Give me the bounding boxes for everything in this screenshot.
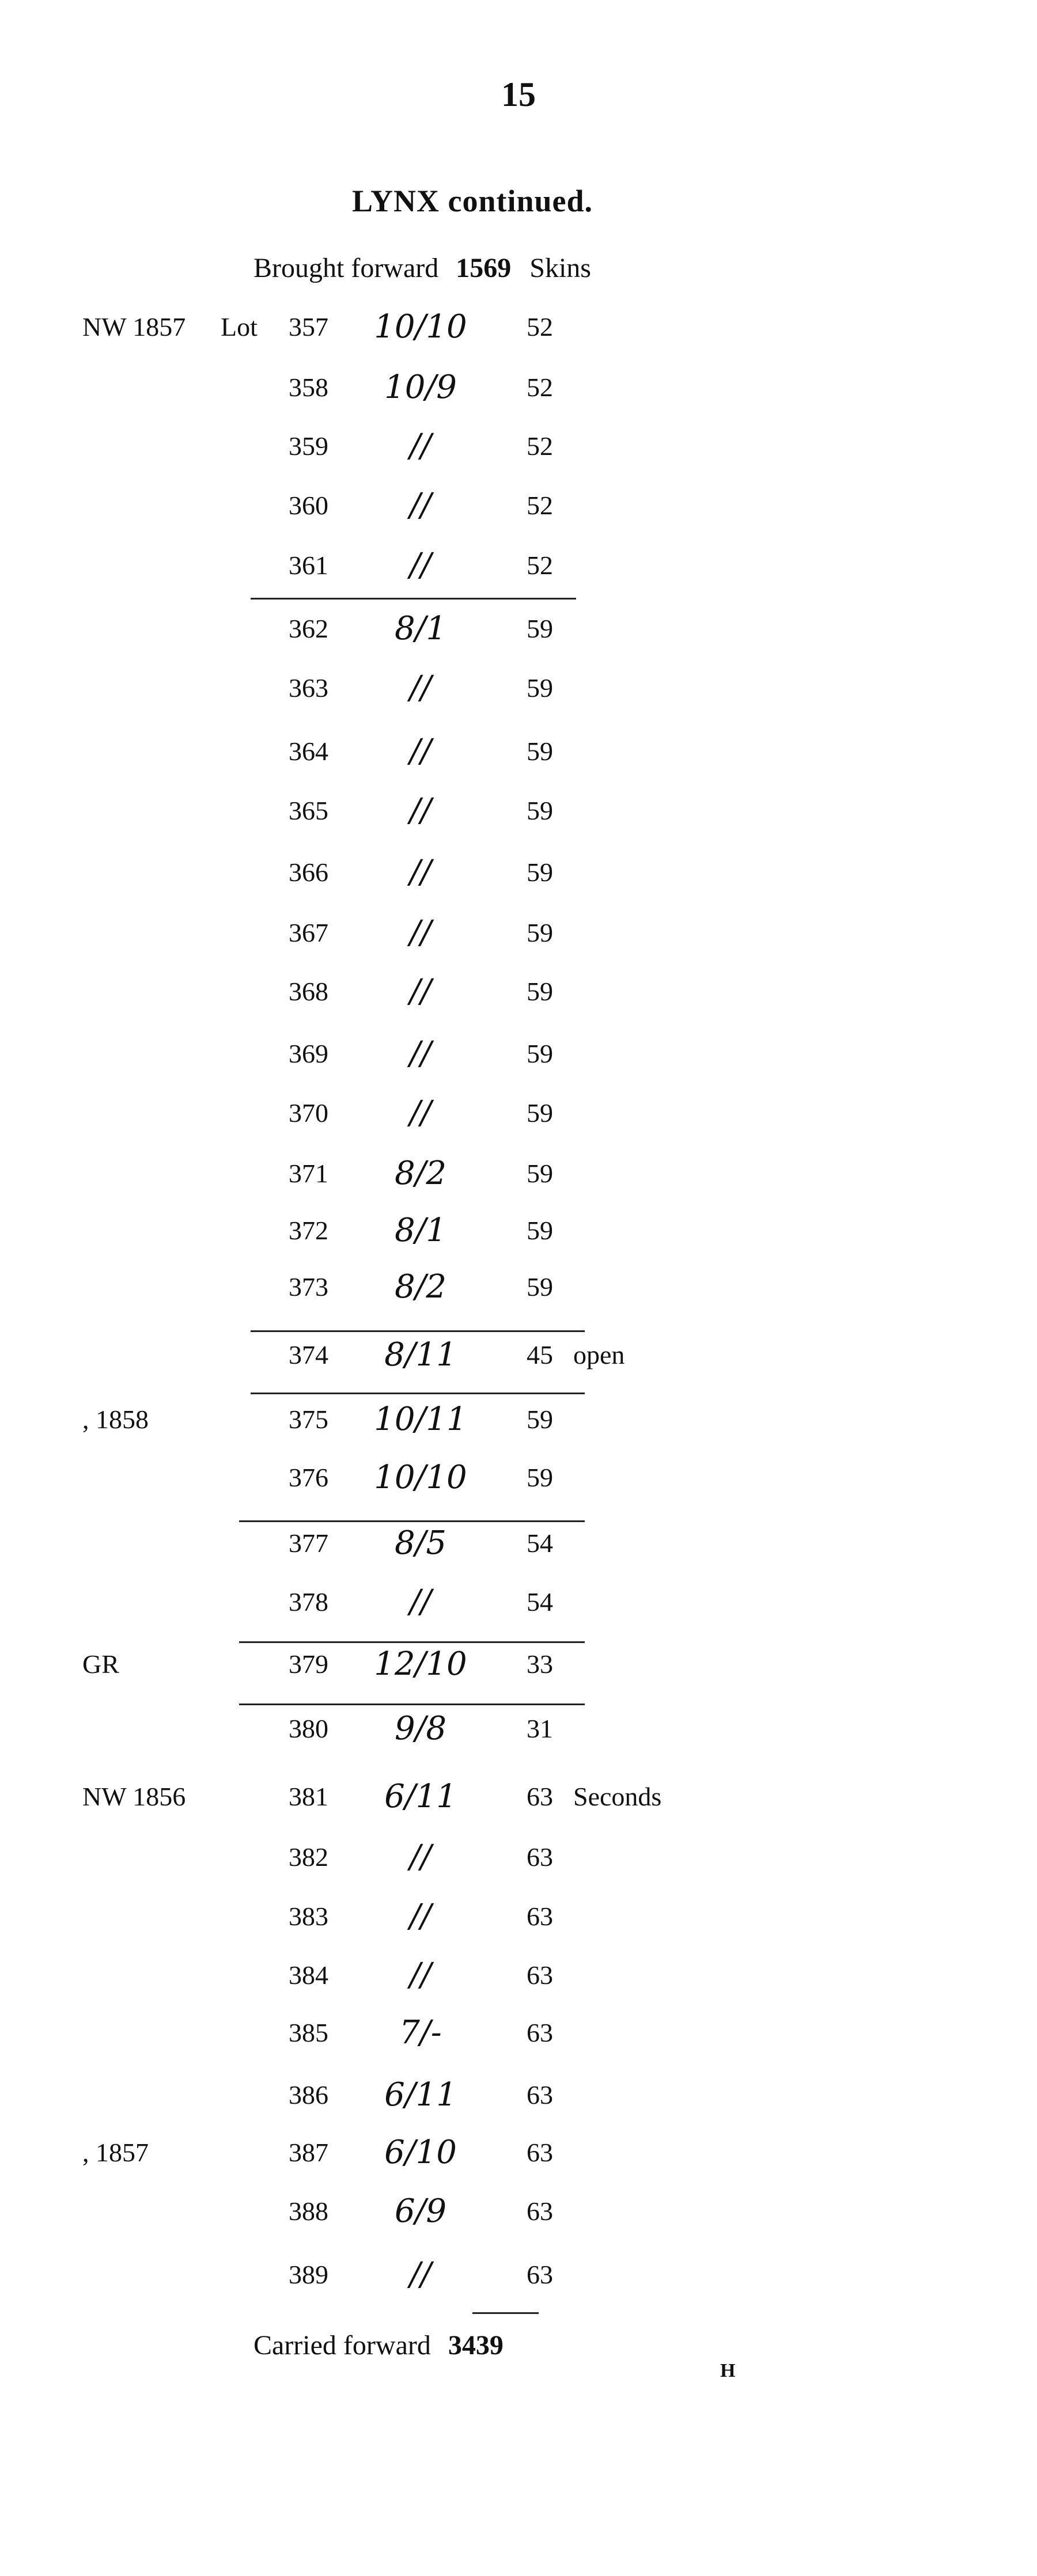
skins-count: 63 xyxy=(527,2080,553,2110)
lot-number: 366 xyxy=(289,858,328,887)
lot-number: 382 xyxy=(289,1842,328,1872)
ledger-row xyxy=(0,1096,1037,1154)
lot-number: 389 xyxy=(289,2260,328,2289)
ledger-row xyxy=(0,370,1037,428)
lot-number: 383 xyxy=(289,1902,328,1931)
row-prefix: , 1857 xyxy=(82,2138,149,2167)
price-handwritten: 10/9 xyxy=(384,369,457,406)
skins-count: 59 xyxy=(527,1216,553,1245)
lot-number: 371 xyxy=(289,1159,328,1188)
price-handwritten: // xyxy=(410,2256,432,2293)
skins-count: 63 xyxy=(527,2138,553,2167)
price-handwritten: // xyxy=(410,973,432,1010)
carried-forward-label: Carried forward xyxy=(253,2330,431,2361)
price-handwritten: 10/10 xyxy=(374,308,467,346)
skins-count: 63 xyxy=(527,2196,553,2226)
price-handwritten: // xyxy=(410,733,432,770)
price-handwritten: // xyxy=(410,487,432,524)
price-handwritten: 6/9 xyxy=(394,2192,447,2230)
skins-count: 63 xyxy=(527,1902,553,1931)
price-handwritten: // xyxy=(410,547,432,584)
ledger-row xyxy=(0,1712,1037,1769)
skins-count: 63 xyxy=(527,1960,553,1990)
row-prefix: GR xyxy=(82,1649,119,1679)
price-handwritten: 8/11 xyxy=(384,1336,457,1374)
lot-number: 364 xyxy=(289,737,328,766)
lot-number: 385 xyxy=(289,2018,328,2047)
lot-number: 375 xyxy=(289,1405,328,1434)
section-rule xyxy=(251,1393,585,1394)
lot-number: 384 xyxy=(289,1960,328,1990)
ledger-row xyxy=(0,488,1037,546)
skins-count: 52 xyxy=(527,491,553,520)
price-handwritten: 6/10 xyxy=(384,2134,457,2171)
ledger-row xyxy=(0,974,1037,1032)
lot-number: 363 xyxy=(289,673,328,703)
ledger-row xyxy=(0,2016,1037,2073)
page-number: 15 xyxy=(501,75,536,113)
ledger-row xyxy=(0,1958,1037,2016)
brought-forward-label: Brought forward xyxy=(253,253,439,283)
ledger-row xyxy=(0,916,1037,973)
row-prefix: NW 1857 xyxy=(82,312,186,342)
ledger-row xyxy=(0,310,1037,367)
price-handwritten: 10/11 xyxy=(374,1401,467,1438)
skins-count: 59 xyxy=(527,858,553,887)
price-handwritten: 8/1 xyxy=(394,1212,447,1249)
ledger-row xyxy=(0,548,1037,606)
skins-count: 59 xyxy=(527,1272,553,1302)
skins-count: 59 xyxy=(527,614,553,643)
carried-forward-line xyxy=(253,2330,504,2361)
ledger-row xyxy=(0,2258,1037,2315)
lot-number: 388 xyxy=(289,2196,328,2226)
ledger-row xyxy=(0,734,1037,792)
lot-label: Lot xyxy=(221,312,258,342)
section-rule xyxy=(239,1520,585,1522)
ledger-row xyxy=(0,2135,1037,2193)
lot-number: 360 xyxy=(289,491,328,520)
price-handwritten: 8/5 xyxy=(394,1524,447,1562)
lot-number: 367 xyxy=(289,918,328,947)
section-rule xyxy=(251,598,576,600)
price-handwritten: // xyxy=(410,1035,432,1072)
price-handwritten: // xyxy=(410,1898,432,1935)
skins-count: 59 xyxy=(527,1159,553,1188)
total-rule xyxy=(472,2312,539,2314)
price-handwritten: 12/10 xyxy=(374,1645,467,1683)
skins-count: 54 xyxy=(527,1587,553,1617)
row-prefix: , 1858 xyxy=(82,1405,149,1434)
ledger-row xyxy=(0,1840,1037,1898)
row-note: open xyxy=(573,1340,625,1369)
lot-number: 380 xyxy=(289,1714,328,1743)
ledger-row xyxy=(0,1899,1037,1957)
ledger-row xyxy=(0,794,1037,851)
section-rule xyxy=(239,1704,585,1705)
ledger-row xyxy=(0,1338,1037,1395)
price-handwritten: // xyxy=(410,853,432,891)
lot-number: 381 xyxy=(289,1782,328,1811)
signature-mark: H xyxy=(720,2360,736,2381)
ledger-row xyxy=(0,1270,1037,1327)
lot-number: 387 xyxy=(289,2138,328,2167)
ledger-row xyxy=(0,1780,1037,1837)
skins-count: 59 xyxy=(527,1098,553,1128)
skins-count: 59 xyxy=(527,796,553,825)
ledger-row xyxy=(0,1460,1037,1518)
price-handwritten: // xyxy=(410,669,432,707)
ledger-row xyxy=(0,1156,1037,1214)
price-handwritten: 8/1 xyxy=(394,610,447,647)
price-handwritten: // xyxy=(410,792,432,829)
ledger-row xyxy=(0,1526,1037,1584)
lot-number: 378 xyxy=(289,1587,328,1617)
brought-forward-unit: Skins xyxy=(529,253,591,283)
price-handwritten: 6/11 xyxy=(384,2076,457,2114)
skins-count: 31 xyxy=(527,1714,553,1743)
brought-forward-value: 1569 xyxy=(456,253,512,283)
price-handwritten: 6/11 xyxy=(384,1778,457,1815)
lot-number: 370 xyxy=(289,1098,328,1128)
skins-count: 59 xyxy=(527,1405,553,1434)
ledger-row xyxy=(0,1213,1037,1271)
ledger-row xyxy=(0,1037,1037,1094)
brought-forward-line xyxy=(253,252,591,284)
skins-count: 33 xyxy=(527,1649,553,1679)
price-handwritten: 7/- xyxy=(399,2014,442,2051)
skins-count: 59 xyxy=(527,673,553,703)
skins-count: 59 xyxy=(527,918,553,947)
lot-number: 373 xyxy=(289,1272,328,1302)
ledger-row xyxy=(0,1585,1037,1642)
ledger-row xyxy=(0,429,1037,487)
price-handwritten: 8/2 xyxy=(394,1268,447,1306)
price-handwritten: 10/10 xyxy=(374,1459,467,1496)
skins-count: 63 xyxy=(527,2260,553,2289)
section-rule xyxy=(239,1641,585,1643)
price-handwritten: // xyxy=(410,914,432,951)
ledger-row xyxy=(0,855,1037,913)
price-handwritten: 8/2 xyxy=(394,1155,447,1192)
price-handwritten: // xyxy=(410,1094,432,1132)
lot-number: 377 xyxy=(289,1528,328,1558)
lot-number: 362 xyxy=(289,614,328,643)
section-rule xyxy=(251,1330,585,1332)
row-prefix: NW 1856 xyxy=(82,1782,186,1811)
lot-number: 358 xyxy=(289,373,328,402)
lot-number: 379 xyxy=(289,1649,328,1679)
lot-number: 369 xyxy=(289,1039,328,1068)
lot-number: 374 xyxy=(289,1340,328,1369)
lot-number: 372 xyxy=(289,1216,328,1245)
ledger-row xyxy=(0,1647,1037,1705)
ledger-row xyxy=(0,2194,1037,2252)
lot-number: 386 xyxy=(289,2080,328,2110)
price-handwritten: // xyxy=(410,1838,432,1876)
ledger-row xyxy=(0,1402,1037,1460)
skins-count: 52 xyxy=(527,431,553,461)
skins-count: 54 xyxy=(527,1528,553,1558)
lot-number: 357 xyxy=(289,312,328,342)
page-title: LYNX continued. xyxy=(351,184,593,218)
lot-number: 376 xyxy=(289,1463,328,1492)
lot-number: 368 xyxy=(289,977,328,1006)
skins-count: 52 xyxy=(527,312,553,342)
skins-count: 52 xyxy=(527,551,553,580)
skins-count: 59 xyxy=(527,737,553,766)
price-handwritten: // xyxy=(410,1583,432,1621)
lot-number: 359 xyxy=(289,431,328,461)
ledger-row xyxy=(0,2078,1037,2135)
row-note: Seconds xyxy=(573,1782,662,1811)
ledger-row xyxy=(0,671,1037,729)
price-handwritten: // xyxy=(410,1956,432,1994)
skins-count: 45 xyxy=(527,1340,553,1369)
skins-count: 63 xyxy=(527,1842,553,1872)
skins-count: 59 xyxy=(527,1463,553,1492)
lot-number: 361 xyxy=(289,551,328,580)
carried-forward-value: 3439 xyxy=(448,2330,504,2361)
skins-count: 52 xyxy=(527,373,553,402)
price-handwritten: // xyxy=(410,427,432,465)
skins-count: 63 xyxy=(527,1782,553,1811)
lot-number: 365 xyxy=(289,796,328,825)
skins-count: 59 xyxy=(527,977,553,1006)
skins-count: 59 xyxy=(527,1039,553,1068)
skins-count: 63 xyxy=(527,2018,553,2047)
ledger-row xyxy=(0,612,1037,669)
price-handwritten: 9/8 xyxy=(394,1710,447,1747)
